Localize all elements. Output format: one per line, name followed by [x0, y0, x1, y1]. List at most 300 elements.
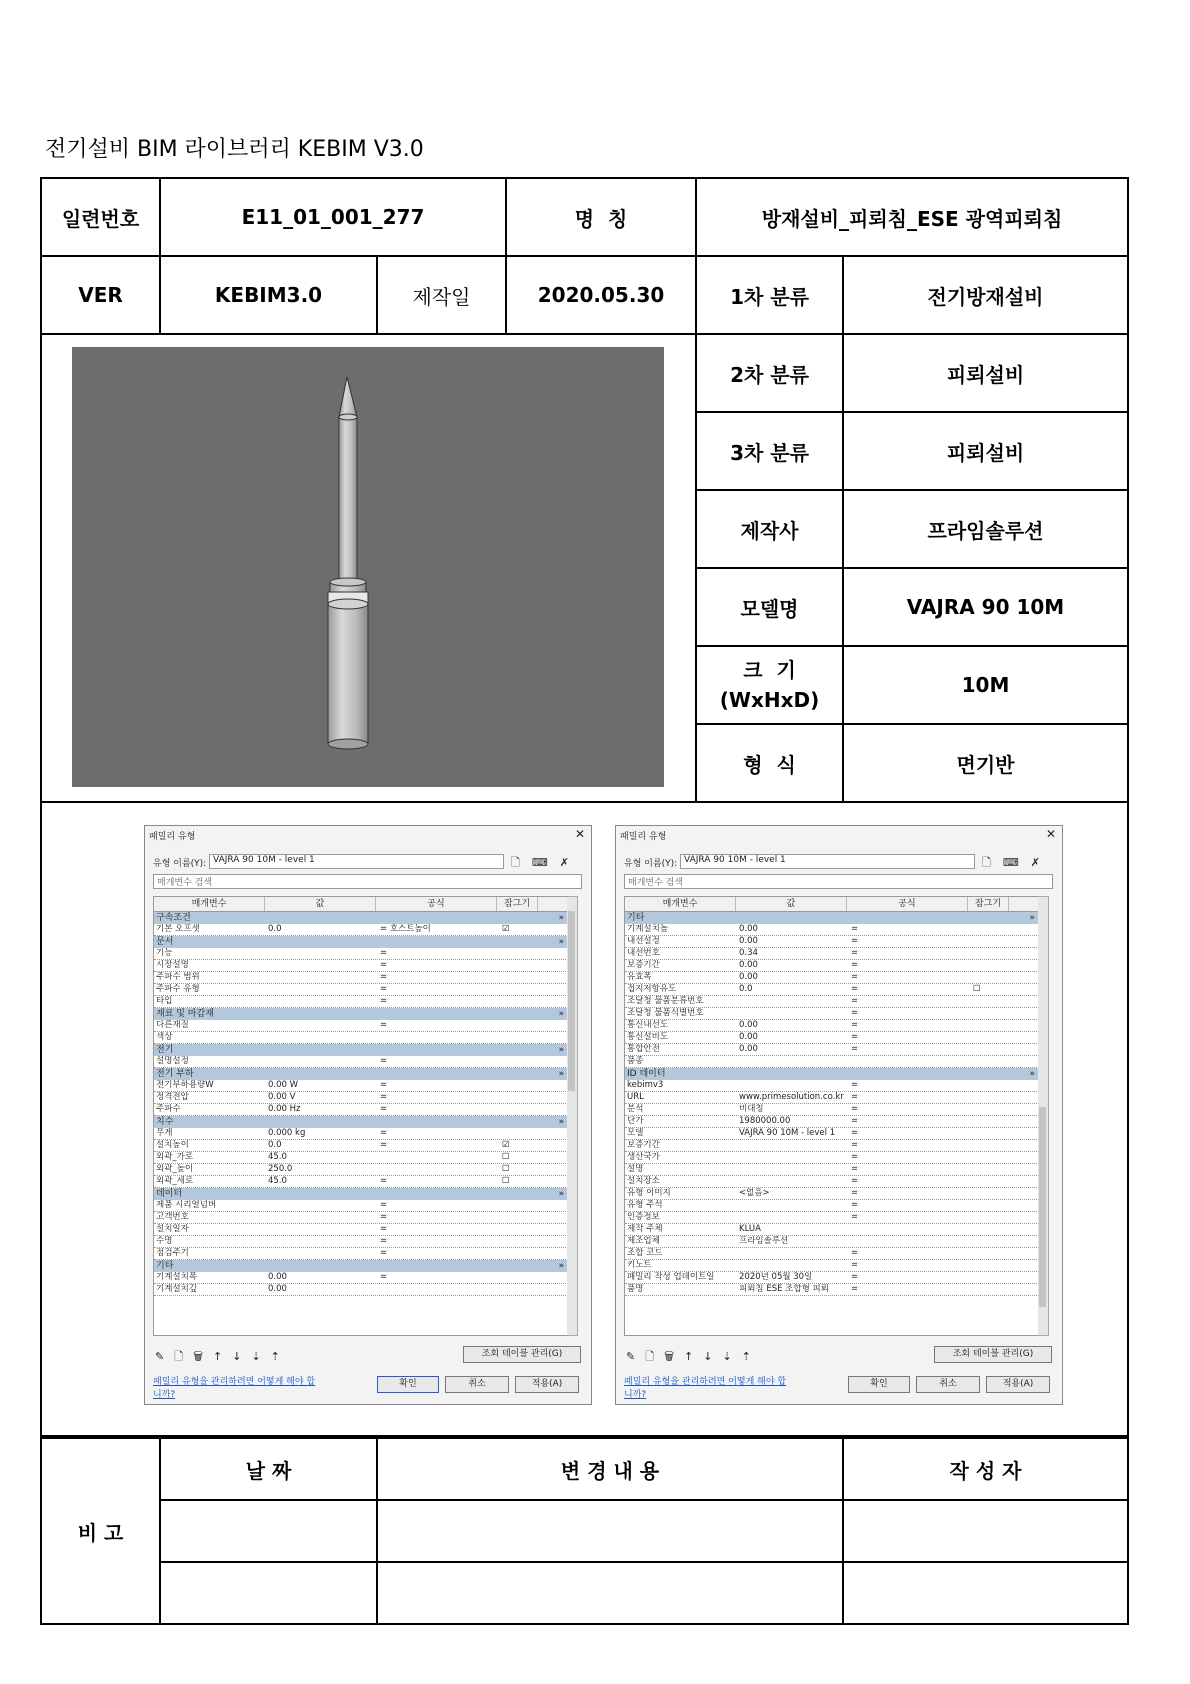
- param-formula[interactable]: =: [851, 924, 859, 934]
- param-row[interactable]: [625, 1032, 1039, 1044]
- param-lock[interactable]: [971, 1020, 1013, 1031]
- param-value[interactable]: 0.00: [739, 1020, 758, 1030]
- scrollbar[interactable]: [567, 896, 578, 1336]
- param-group[interactable]: 치수 »: [154, 1116, 568, 1128]
- param-row[interactable]: [625, 996, 1039, 1008]
- param-formula[interactable]: =: [851, 1272, 859, 1282]
- param-formula[interactable]: =: [851, 1212, 859, 1222]
- column-value[interactable]: 값: [736, 897, 847, 911]
- param-value[interactable]: [737, 1260, 849, 1271]
- param-row[interactable]: [154, 1236, 568, 1248]
- param-row[interactable]: [625, 1212, 1039, 1224]
- param-value[interactable]: [737, 1152, 849, 1163]
- revision-date-header: 날 짜: [160, 1438, 377, 1500]
- new-type-icon[interactable]: 🗋: [511, 856, 532, 869]
- param-lock[interactable]: [971, 1044, 1013, 1055]
- param-formula[interactable]: [378, 1164, 500, 1175]
- apply-button[interactable]: 적용(A): [515, 1376, 579, 1393]
- param-formula[interactable]: =: [380, 948, 388, 958]
- param-group[interactable]: 전기 부하 »: [154, 1068, 568, 1080]
- param-name: 무게: [156, 1128, 173, 1138]
- param-formula[interactable]: [378, 1284, 500, 1295]
- param-value[interactable]: 2020년 05월 30일: [739, 1272, 813, 1282]
- param-lock[interactable]: [500, 1284, 542, 1295]
- param-formula[interactable]: [849, 1224, 971, 1235]
- param-value[interactable]: [266, 1224, 378, 1235]
- edit-icon[interactable]: ✎: [155, 1350, 175, 1363]
- param-lock[interactable]: [971, 1104, 1013, 1115]
- param-value[interactable]: 0.00: [739, 960, 758, 970]
- param-lock[interactable]: [971, 1056, 1013, 1067]
- param-formula[interactable]: =: [851, 1032, 859, 1042]
- sort-desc-icon[interactable]: ⇡: [270, 1350, 290, 1363]
- param-row[interactable]: [625, 924, 1039, 936]
- param-formula[interactable]: =: [380, 1128, 388, 1138]
- column-lock[interactable]: 잠그기: [497, 897, 538, 911]
- param-row[interactable]: [625, 1200, 1039, 1212]
- param-lock[interactable]: [500, 1224, 542, 1235]
- param-formula[interactable]: =: [851, 996, 859, 1006]
- param-row[interactable]: [154, 1056, 568, 1068]
- column-parameter[interactable]: 매개변수: [154, 897, 265, 911]
- help-link[interactable]: 패밀리 유형을 관리하려면 어떻게 해야 합니까?: [153, 1377, 316, 1400]
- param-lock[interactable]: [500, 948, 542, 959]
- param-value[interactable]: 45.0: [268, 1176, 287, 1186]
- param-lock[interactable]: [971, 1212, 1013, 1223]
- param-row[interactable]: [625, 1164, 1039, 1176]
- param-row[interactable]: [625, 1080, 1039, 1092]
- attr-value-maker: 프라임솔루션: [843, 490, 1128, 568]
- param-lock[interactable]: ☐: [502, 1152, 510, 1162]
- param-row[interactable]: [625, 948, 1039, 960]
- param-value[interactable]: 0.00: [739, 936, 758, 946]
- delete-param-icon[interactable]: 🗑: [193, 1350, 213, 1363]
- ok-button[interactable]: 확인: [848, 1376, 910, 1393]
- param-value[interactable]: [737, 1212, 849, 1223]
- param-formula[interactable]: =: [851, 1104, 859, 1114]
- param-value[interactable]: 0.00 W: [268, 1080, 299, 1090]
- param-formula[interactable]: =: [851, 984, 859, 994]
- new-type-icon[interactable]: 🗋: [982, 856, 1003, 869]
- param-lock[interactable]: [971, 1284, 1013, 1295]
- column-formula[interactable]: 공식: [376, 897, 497, 911]
- param-lock[interactable]: [971, 1176, 1013, 1187]
- serial-value: E11_01_001_277: [160, 178, 506, 256]
- new-param-icon[interactable]: 🗋: [174, 1350, 194, 1363]
- param-row[interactable]: [154, 1140, 568, 1152]
- param-row[interactable]: [625, 1092, 1039, 1104]
- param-formula[interactable]: =: [851, 1128, 859, 1138]
- param-row[interactable]: [625, 1152, 1039, 1164]
- param-value[interactable]: 0.00: [268, 1284, 287, 1294]
- cancel-button[interactable]: 취소: [445, 1376, 509, 1393]
- type-name-select[interactable]: VAJRA 90 10M - level 1: [209, 854, 504, 869]
- param-name: 패밀리 작성 업데이트일: [627, 1272, 715, 1282]
- search-input[interactable]: 매개변수 검색: [153, 874, 582, 889]
- param-value[interactable]: 250.0: [268, 1164, 293, 1174]
- param-value[interactable]: [266, 996, 378, 1007]
- param-formula[interactable]: [378, 1032, 500, 1043]
- ok-button[interactable]: 확인: [377, 1376, 439, 1393]
- param-value[interactable]: [737, 996, 849, 1007]
- param-formula[interactable]: =: [380, 984, 388, 994]
- param-lock[interactable]: ☐: [502, 1176, 510, 1186]
- param-row[interactable]: [154, 1092, 568, 1104]
- param-name: 고객번호: [156, 1212, 189, 1222]
- param-row[interactable]: [154, 1284, 568, 1296]
- param-row[interactable]: [625, 1116, 1039, 1128]
- param-value[interactable]: 1980000.00: [739, 1116, 791, 1126]
- param-row[interactable]: [154, 984, 568, 996]
- param-row[interactable]: [625, 1248, 1039, 1260]
- param-row[interactable]: [154, 960, 568, 972]
- edit-icon[interactable]: ✎: [626, 1350, 646, 1363]
- param-lock[interactable]: [500, 1056, 542, 1067]
- param-lock[interactable]: [971, 1152, 1013, 1163]
- param-formula[interactable]: =: [380, 1080, 388, 1090]
- sort-asc-icon[interactable]: ⇣: [722, 1350, 742, 1363]
- param-lock[interactable]: [971, 1236, 1013, 1247]
- param-value[interactable]: [266, 1236, 378, 1247]
- grid-header: [154, 897, 568, 912]
- move-down-icon[interactable]: ↓: [703, 1350, 723, 1363]
- manage-lookup-button[interactable]: 조회 테이블 관리(G): [463, 1346, 581, 1363]
- param-lock[interactable]: [971, 924, 1013, 935]
- param-formula[interactable]: =: [380, 1020, 388, 1030]
- param-formula[interactable]: =: [380, 1236, 388, 1246]
- delete-type-icon[interactable]: ✗: [1030, 856, 1052, 869]
- param-row[interactable]: [625, 1272, 1039, 1284]
- type-toolbar: [982, 854, 1052, 873]
- param-lock[interactable]: [971, 1140, 1013, 1151]
- param-formula[interactable]: =: [851, 1200, 859, 1210]
- param-group[interactable]: 데이터 »: [154, 1188, 568, 1200]
- param-value[interactable]: www.primesolution.co.kr: [739, 1092, 844, 1102]
- grid-rows: [625, 912, 1039, 1296]
- close-icon[interactable]: ✕: [574, 827, 585, 841]
- column-lock[interactable]: 잠그기: [968, 897, 1009, 911]
- param-lock[interactable]: [500, 1020, 542, 1031]
- param-formula[interactable]: =: [851, 1080, 859, 1090]
- param-value[interactable]: [737, 1140, 849, 1151]
- param-lock[interactable]: [971, 1224, 1013, 1235]
- param-formula[interactable]: =: [380, 1140, 388, 1150]
- param-formula[interactable]: [849, 1056, 971, 1067]
- manage-lookup-button[interactable]: 조회 테이블 관리(G): [934, 1346, 1052, 1363]
- param-name: 유형 이미지: [627, 1188, 671, 1198]
- param-lock[interactable]: [500, 1080, 542, 1091]
- scrollbar[interactable]: [1038, 896, 1049, 1336]
- param-formula[interactable]: =: [851, 1260, 859, 1270]
- param-lock[interactable]: [500, 1272, 542, 1283]
- param-value[interactable]: 0.0: [739, 984, 753, 994]
- param-value[interactable]: 프라임솔루션: [739, 1236, 789, 1246]
- param-lock[interactable]: [971, 1248, 1013, 1259]
- param-name: 제조업체: [627, 1236, 660, 1246]
- param-row[interactable]: [625, 1044, 1039, 1056]
- param-value[interactable]: [737, 1056, 849, 1067]
- param-formula[interactable]: [849, 1236, 971, 1247]
- param-value[interactable]: [737, 1080, 849, 1091]
- param-row[interactable]: [625, 1224, 1039, 1236]
- param-row[interactable]: [154, 1152, 568, 1164]
- param-formula[interactable]: =: [851, 1164, 859, 1174]
- param-row[interactable]: [625, 1104, 1039, 1116]
- param-value[interactable]: [266, 1212, 378, 1223]
- param-value[interactable]: 비대칭: [739, 1104, 764, 1114]
- param-value[interactable]: [737, 1008, 849, 1019]
- param-toolbar: [155, 1348, 290, 1367]
- param-lock[interactable]: [971, 960, 1013, 971]
- new-param-icon[interactable]: 🗋: [645, 1350, 665, 1363]
- param-lock[interactable]: [500, 1092, 542, 1103]
- param-lock[interactable]: [971, 1092, 1013, 1103]
- param-row[interactable]: [625, 1284, 1039, 1296]
- param-value[interactable]: 0.00 V: [268, 1092, 296, 1102]
- param-row[interactable]: [625, 1020, 1039, 1032]
- param-formula[interactable]: =: [851, 948, 859, 958]
- param-row[interactable]: [154, 1020, 568, 1032]
- param-row[interactable]: [625, 1176, 1039, 1188]
- param-row[interactable]: [625, 1236, 1039, 1248]
- cancel-button[interactable]: 취소: [916, 1376, 980, 1393]
- column-parameter[interactable]: 매개변수: [625, 897, 736, 911]
- param-formula[interactable]: =: [380, 1272, 388, 1282]
- param-lock[interactable]: ☐: [973, 984, 981, 994]
- param-lock[interactable]: [500, 1128, 542, 1139]
- param-row[interactable]: [625, 1128, 1039, 1140]
- move-down-icon[interactable]: ↓: [232, 1350, 252, 1363]
- param-row[interactable]: [154, 1164, 568, 1176]
- param-row[interactable]: [625, 960, 1039, 972]
- param-value[interactable]: [737, 1164, 849, 1175]
- param-lock[interactable]: [971, 996, 1013, 1007]
- move-up-icon[interactable]: ↑: [684, 1350, 704, 1363]
- param-value[interactable]: 0.00 Hz: [268, 1104, 301, 1114]
- param-row[interactable]: [154, 996, 568, 1008]
- param-formula[interactable]: =: [380, 1212, 388, 1222]
- param-lock[interactable]: [500, 1200, 542, 1211]
- param-value[interactable]: [266, 984, 378, 995]
- param-row[interactable]: [625, 936, 1039, 948]
- param-formula[interactable]: =: [851, 1152, 859, 1162]
- param-lock[interactable]: ☑: [502, 1140, 510, 1150]
- param-value[interactable]: [266, 960, 378, 971]
- param-name: 모델: [627, 1128, 644, 1138]
- param-lock[interactable]: [971, 972, 1013, 983]
- param-formula[interactable]: =: [380, 1056, 388, 1066]
- grid-header: [625, 897, 1039, 912]
- param-lock[interactable]: [500, 1032, 542, 1043]
- param-row[interactable]: [154, 1212, 568, 1224]
- param-lock[interactable]: [971, 1032, 1013, 1043]
- param-formula[interactable]: = 호스트높이: [380, 924, 431, 934]
- param-lock[interactable]: [971, 1008, 1013, 1019]
- param-row[interactable]: [154, 1128, 568, 1140]
- param-formula[interactable]: =: [380, 1200, 388, 1210]
- delete-type-icon[interactable]: ✗: [559, 856, 581, 869]
- param-row[interactable]: [154, 1224, 568, 1236]
- help-link[interactable]: 패밀리 유형을 관리하려면 어떻게 해야 합니까?: [624, 1377, 787, 1400]
- param-name: URL: [627, 1092, 644, 1102]
- revision-content-cell: [377, 1562, 843, 1624]
- param-row[interactable]: [625, 1056, 1039, 1068]
- param-value[interactable]: [266, 1020, 378, 1031]
- rename-type-icon[interactable]: ⌨: [531, 856, 560, 869]
- param-lock[interactable]: [971, 1272, 1013, 1283]
- param-value[interactable]: <없음>: [739, 1188, 770, 1198]
- param-formula[interactable]: =: [851, 1116, 859, 1126]
- param-formula[interactable]: =: [851, 936, 859, 946]
- param-row[interactable]: [625, 1188, 1039, 1200]
- param-formula[interactable]: =: [380, 960, 388, 970]
- param-lock[interactable]: [500, 960, 542, 971]
- param-value[interactable]: [737, 1176, 849, 1187]
- param-lock[interactable]: [971, 948, 1013, 959]
- param-formula[interactable]: =: [851, 960, 859, 970]
- param-formula[interactable]: =: [851, 1008, 859, 1018]
- column-formula[interactable]: 공식: [847, 897, 968, 911]
- param-row[interactable]: [154, 1200, 568, 1212]
- param-value[interactable]: 0.000 kg: [268, 1128, 306, 1138]
- param-row[interactable]: [625, 1140, 1039, 1152]
- param-group[interactable]: 문서 »: [154, 936, 568, 948]
- param-lock[interactable]: [971, 1164, 1013, 1175]
- param-row[interactable]: [625, 984, 1039, 996]
- param-formula[interactable]: =: [380, 1224, 388, 1234]
- sort-asc-icon[interactable]: ⇣: [251, 1350, 271, 1363]
- param-name: 제작 주체: [627, 1224, 663, 1234]
- param-row[interactable]: [154, 972, 568, 984]
- param-formula[interactable]: =: [380, 1104, 388, 1114]
- param-value[interactable]: [737, 1200, 849, 1211]
- param-formula[interactable]: =: [851, 972, 859, 982]
- param-formula[interactable]: =: [380, 1248, 388, 1258]
- param-group[interactable]: ID 데이터 »: [625, 1068, 1039, 1080]
- move-up-icon[interactable]: ↑: [213, 1350, 233, 1363]
- param-row[interactable]: [154, 1104, 568, 1116]
- scroll-thumb[interactable]: [568, 911, 575, 1091]
- param-formula[interactable]: =: [851, 1176, 859, 1186]
- param-group[interactable]: 재료 및 마감재 »: [154, 1008, 568, 1020]
- param-lock[interactable]: [500, 1104, 542, 1115]
- param-lock[interactable]: [971, 1260, 1013, 1271]
- attr-label-size-line2: (WxHxD): [719, 688, 820, 712]
- type-name-select[interactable]: VAJRA 90 10M - level 1: [680, 854, 975, 869]
- param-value[interactable]: 0.00: [739, 1032, 758, 1042]
- param-row[interactable]: [625, 972, 1039, 984]
- param-group[interactable]: 전기 »: [154, 1044, 568, 1056]
- param-formula[interactable]: =: [380, 972, 388, 982]
- param-name: 기능: [156, 948, 173, 958]
- param-row[interactable]: [154, 1032, 568, 1044]
- revision-author-cell: [843, 1500, 1128, 1562]
- param-value[interactable]: 0.0: [268, 924, 282, 934]
- param-lock[interactable]: [500, 1236, 542, 1247]
- param-value[interactable]: [266, 1056, 378, 1067]
- column-value[interactable]: 값: [265, 897, 376, 911]
- param-formula[interactable]: =: [851, 1044, 859, 1054]
- rename-type-icon[interactable]: ⌨: [1002, 856, 1031, 869]
- param-value[interactable]: [266, 948, 378, 959]
- param-formula[interactable]: =: [851, 1248, 859, 1258]
- param-row[interactable]: [154, 1248, 568, 1260]
- param-formula[interactable]: =: [851, 1284, 859, 1294]
- param-name: 내선번호: [627, 948, 660, 958]
- sort-desc-icon[interactable]: ⇡: [741, 1350, 761, 1363]
- param-value[interactable]: 0.00: [739, 924, 758, 934]
- notes-label: 비 고: [41, 1438, 160, 1624]
- param-value[interactable]: [266, 1200, 378, 1211]
- close-icon[interactable]: ✕: [1045, 827, 1056, 841]
- param-value[interactable]: VAJRA 90 10M - level 1: [739, 1128, 836, 1138]
- param-lock[interactable]: [500, 996, 542, 1007]
- param-value[interactable]: 0.00: [739, 972, 758, 982]
- param-value[interactable]: 0.34: [739, 948, 758, 958]
- param-row[interactable]: [154, 1176, 568, 1188]
- param-row[interactable]: [625, 1008, 1039, 1020]
- date-value: 2020.05.30: [506, 256, 696, 334]
- param-lock[interactable]: [971, 1200, 1013, 1211]
- type-name-label: 유형 이름(Y):: [153, 859, 207, 869]
- param-lock[interactable]: [500, 1212, 542, 1223]
- param-formula[interactable]: =: [851, 1020, 859, 1030]
- param-formula[interactable]: =: [851, 1188, 859, 1198]
- param-value[interactable]: 45.0: [268, 1152, 287, 1162]
- param-lock[interactable]: ☐: [502, 1164, 510, 1174]
- param-group[interactable]: 기타 »: [625, 912, 1039, 924]
- param-value[interactable]: [266, 1032, 378, 1043]
- param-row[interactable]: [154, 948, 568, 960]
- param-formula[interactable]: =: [380, 1176, 388, 1186]
- param-value[interactable]: 0.0: [268, 1140, 282, 1150]
- param-formula[interactable]: =: [851, 1140, 859, 1150]
- param-lock[interactable]: [500, 972, 542, 983]
- param-lock[interactable]: [971, 936, 1013, 947]
- param-row[interactable]: [625, 1260, 1039, 1272]
- param-value[interactable]: 0.00: [268, 1272, 287, 1282]
- param-value[interactable]: [266, 972, 378, 983]
- param-formula[interactable]: =: [380, 996, 388, 1006]
- param-value[interactable]: 피뢰침 ESE 조합형 피뢰: [739, 1284, 829, 1294]
- param-formula[interactable]: [378, 1152, 500, 1163]
- parameter-grid: [153, 896, 569, 1336]
- param-formula[interactable]: =: [380, 1092, 388, 1102]
- scroll-thumb[interactable]: [1039, 1107, 1046, 1307]
- search-input[interactable]: 매개변수 검색: [624, 874, 1053, 889]
- param-value[interactable]: [737, 1248, 849, 1259]
- param-lock[interactable]: [971, 1116, 1013, 1127]
- apply-button[interactable]: 적용(A): [986, 1376, 1050, 1393]
- param-lock[interactable]: ☑: [502, 924, 510, 934]
- param-row[interactable]: [154, 1272, 568, 1284]
- param-lock[interactable]: [971, 1080, 1013, 1091]
- param-group[interactable]: 구속조건 »: [154, 912, 568, 924]
- param-formula[interactable]: =: [851, 1092, 859, 1102]
- param-lock[interactable]: [500, 984, 542, 995]
- param-row[interactable]: [154, 1080, 568, 1092]
- param-value[interactable]: KLUA: [739, 1224, 761, 1234]
- param-lock[interactable]: [500, 1248, 542, 1259]
- param-value[interactable]: 0.00: [739, 1044, 758, 1054]
- param-lock[interactable]: [971, 1188, 1013, 1199]
- delete-param-icon[interactable]: 🗑: [664, 1350, 684, 1363]
- param-value[interactable]: [266, 1248, 378, 1259]
- param-lock[interactable]: [971, 1128, 1013, 1139]
- param-name: 기계설치폭: [156, 1272, 198, 1282]
- param-row[interactable]: [154, 924, 568, 936]
- param-group[interactable]: 기타 »: [154, 1260, 568, 1272]
